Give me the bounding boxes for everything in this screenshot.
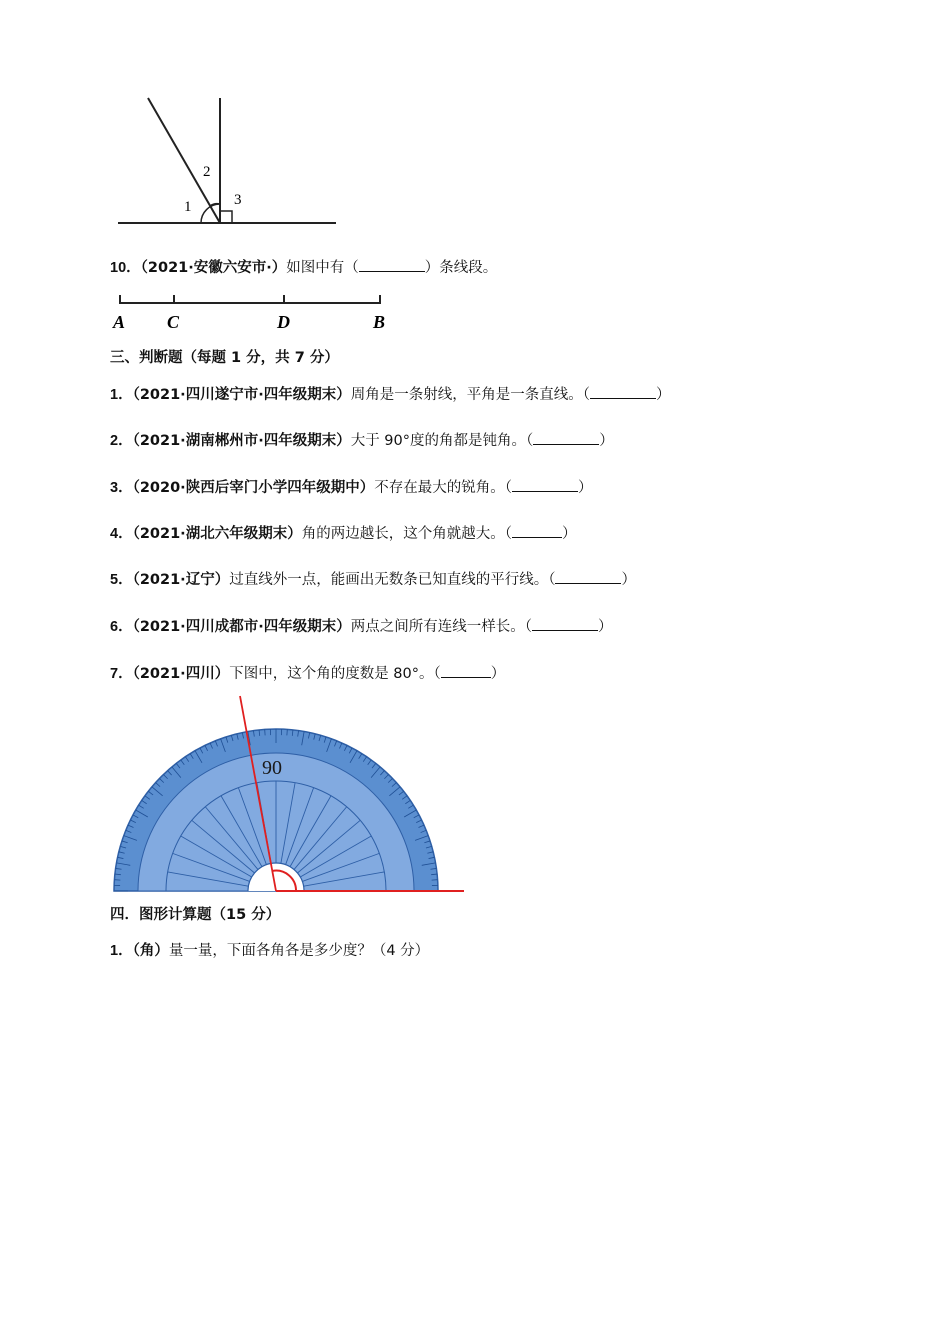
question-source: （2020·陕西后宰门小学四年级期中） <box>132 480 375 496</box>
angle-figure <box>110 90 350 235</box>
angle-label-3: 3 <box>234 192 242 208</box>
question-number: 5． <box>110 572 133 588</box>
judge-item-7 <box>110 664 505 684</box>
question-source: （2021·湖北六年级期末） <box>132 526 302 542</box>
judge-item-5 <box>110 570 636 590</box>
judge-item-6 <box>110 617 612 637</box>
question-text: 角的两边越长，这个角就越大。（ <box>301 526 512 542</box>
section-title-calculation: 四．图形计算题（15 分） <box>110 907 281 923</box>
question-10 <box>110 258 497 278</box>
question-text: 量一量，下面各角各是多少度？（4 分） <box>168 943 430 959</box>
answer-blank[interactable] <box>359 259 425 272</box>
question-number: 7． <box>110 666 133 682</box>
point-label-c: C <box>167 312 180 332</box>
judge-item-3 <box>110 478 592 498</box>
close-paren: ） <box>597 619 613 635</box>
point-label-b: B <box>373 312 386 332</box>
segment-figure <box>110 290 400 335</box>
protractor-figure <box>108 694 468 894</box>
close-paren: ） <box>599 433 614 449</box>
calc-item-1 <box>110 941 429 961</box>
question-text: 不存在最大的锐角。（ <box>374 480 512 496</box>
section-title-judgment: 三、判断题（每题 1 分，共 7 分） <box>110 350 339 366</box>
question-number: 1． <box>110 387 133 403</box>
question-source: （2021·四川） <box>132 666 230 682</box>
angle-label-2: 2 <box>203 164 211 180</box>
question-source: （2021·辽宁） <box>132 572 230 588</box>
protractor-90-label: 90 <box>262 757 282 779</box>
answer-blank[interactable] <box>533 432 599 445</box>
question-text: 下图中，这个角的度数是 80°。（ <box>229 666 441 682</box>
answer-blank[interactable] <box>512 525 562 538</box>
answer-blank[interactable] <box>590 386 656 399</box>
question-number: 6． <box>110 619 133 635</box>
close-paren: ） <box>577 480 593 496</box>
question-source: （2021·安徽六安市·） <box>140 260 287 276</box>
judge-item-2 <box>110 431 614 451</box>
question-number: 10． <box>110 260 141 276</box>
question-source: （角） <box>132 943 169 959</box>
answer-blank[interactable] <box>441 665 491 678</box>
answer-blank[interactable] <box>532 618 598 631</box>
close-paren: ） <box>621 572 636 588</box>
close-paren: ） <box>655 387 671 403</box>
question-text: 两点之间所有连线一样长。（ <box>350 619 532 635</box>
right-angle-mark <box>220 211 232 223</box>
point-label-a: A <box>113 312 126 332</box>
question-text: 过直线外一点，能画出无数条已知直线的平行线。（ <box>229 572 556 588</box>
answer-blank[interactable] <box>555 571 621 584</box>
question-text: 如图中有（ <box>286 260 359 276</box>
question-source: （2021·湖南郴州市·四年级期末） <box>132 433 351 449</box>
question-source: （2021·四川遂宁市·四年级期末） <box>132 387 351 403</box>
question-source: （2021·四川成都市·四年级期末） <box>132 619 351 635</box>
angle-label-1: 1 <box>184 199 192 215</box>
question-number: 1． <box>110 943 133 959</box>
question-text: 大于 90°度的角都是钝角。（ <box>350 433 534 449</box>
question-number: 2． <box>110 433 133 449</box>
question-number: 4． <box>110 526 133 542</box>
judge-item-4 <box>110 524 576 544</box>
close-paren: ） <box>490 666 506 682</box>
judge-item-1 <box>110 385 670 405</box>
point-label-d: D <box>277 312 290 332</box>
question-text-end: ）条线段。 <box>424 260 498 276</box>
question-text: 周角是一条射线，平角是一条直线。（ <box>350 387 590 403</box>
close-paren: ） <box>561 526 577 542</box>
answer-blank[interactable] <box>512 479 578 492</box>
angle-arc <box>201 204 220 223</box>
question-number: 3． <box>110 480 133 496</box>
